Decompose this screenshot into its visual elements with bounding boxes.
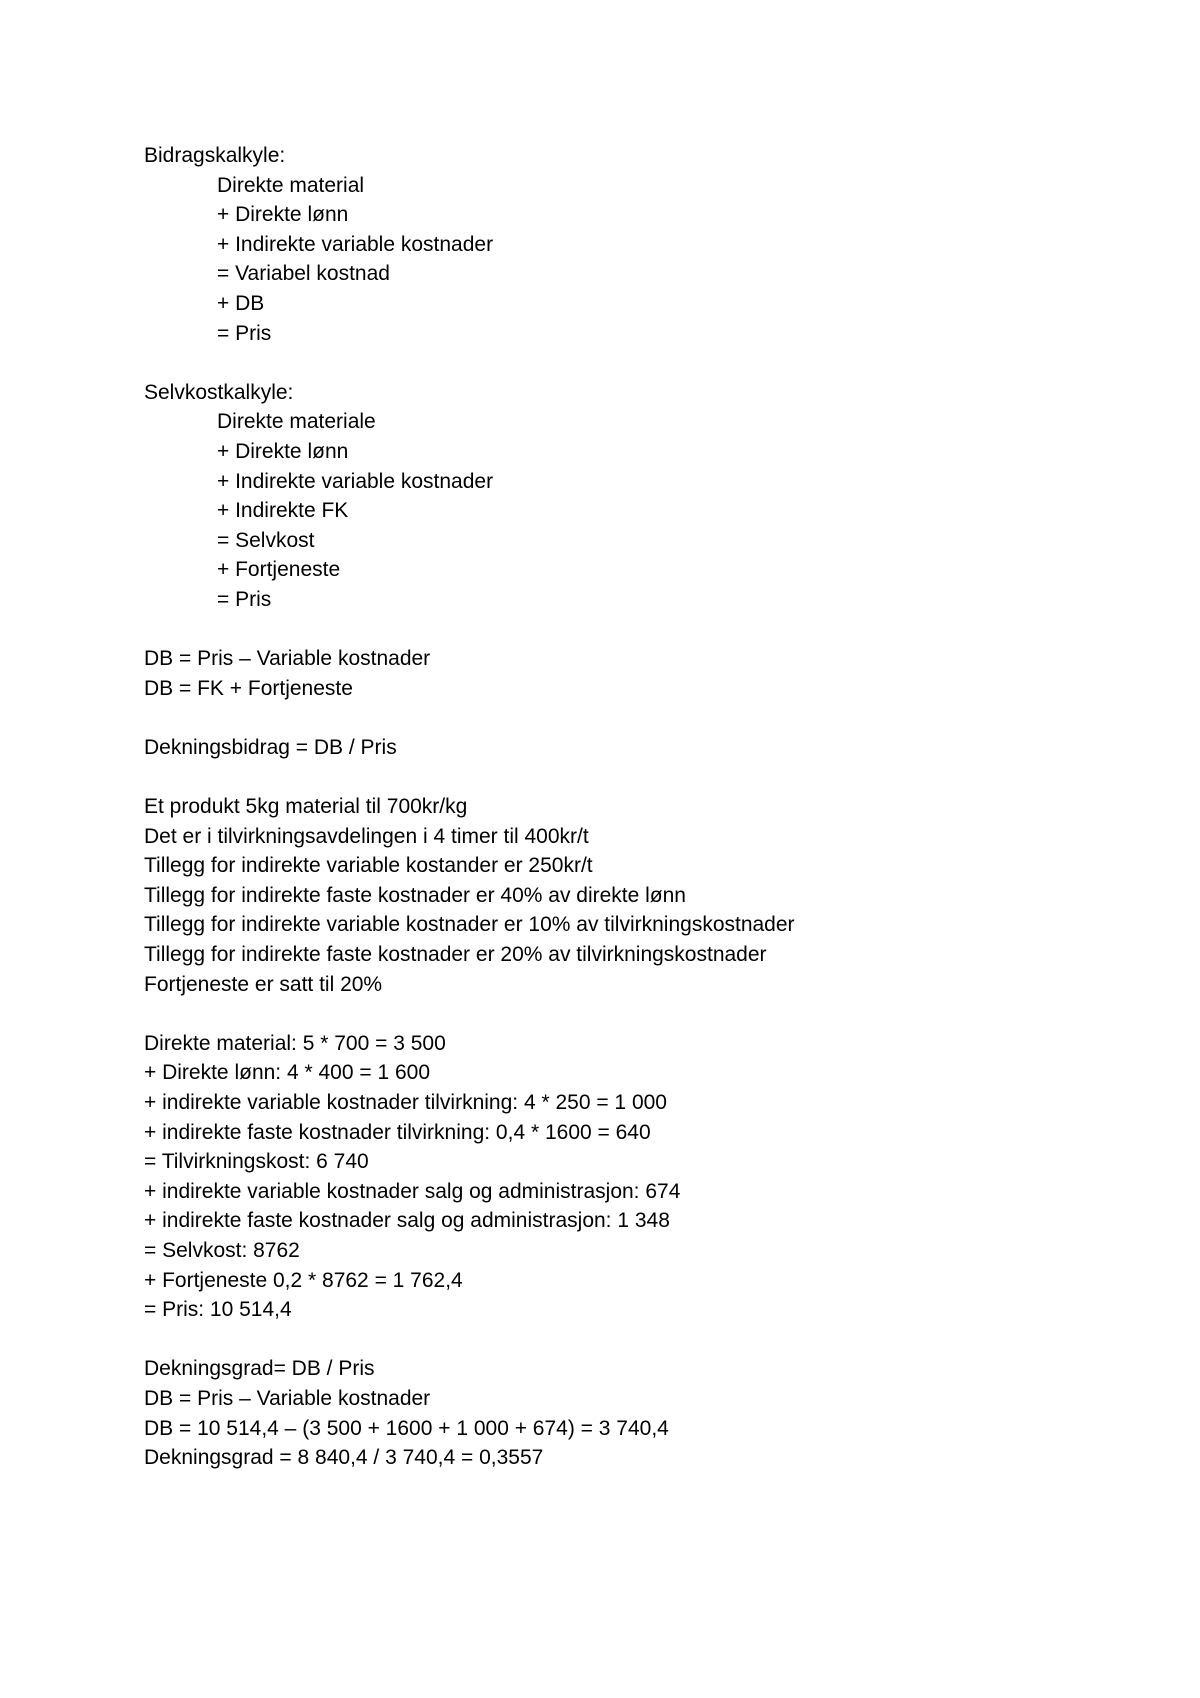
calculation-line: + indirekte variable kostnader tilvirkning: 4 * 250 = 1 000 bbox=[144, 1091, 667, 1114]
db-formula-line: DB = FK + Fortjeneste bbox=[144, 676, 353, 700]
calculation-section bbox=[144, 1029, 1144, 1325]
dekningsgrad-section bbox=[144, 1354, 1144, 1472]
dekningsbidrag-formula: Dekningsbidrag = DB / Pris bbox=[144, 735, 397, 759]
selvkostkalkyle-line: + Fortjeneste bbox=[217, 558, 341, 582]
bidragskalkyle-line: + Direkte lønn bbox=[217, 203, 349, 227]
selvkostkalkyle-line: + Indirekte FK bbox=[217, 499, 349, 523]
calculation-line: = Tilvirkningskost: 6 740 bbox=[144, 1150, 369, 1174]
selvkostkalkyle-section bbox=[144, 378, 1144, 615]
example-line: Tillegg for indirekte variable kostander er 250kr/t bbox=[144, 854, 593, 878]
selvkostkalkyle-line: Direkte materiale bbox=[217, 410, 376, 434]
db-formulas-section bbox=[144, 644, 1144, 703]
bidragskalkyle-line: Direkte material bbox=[217, 173, 365, 197]
selvkostkalkyle-line: + Indirekte variable kostnader bbox=[217, 469, 494, 493]
bidragskalkyle-line: = Pris bbox=[217, 321, 272, 345]
selvkostkalkyle-line: = Selvkost bbox=[217, 528, 315, 552]
calculation-line: + indirekte faste kostnader salg og administrasjon: 1 348 bbox=[144, 1209, 670, 1233]
bidragskalkyle-line: = Variabel kostnad bbox=[217, 262, 390, 286]
bidragskalkyle-line: + DB bbox=[217, 291, 265, 315]
example-line: Et produkt 5kg material til 700kr/kg bbox=[144, 795, 468, 819]
dekningsgrad-line: Dekningsgrad = 8 840,4 / 3 740,4 = 0,3557 bbox=[144, 1446, 544, 1470]
calculation-line: + indirekte variable kostnader salg og administrasjon: 674 bbox=[144, 1179, 681, 1203]
example-line: Tillegg for indirekte variable kostnader er 10% av tilvirkningskostnader bbox=[144, 913, 795, 937]
bidragskalkyle-title: Bidragskalkyle: bbox=[144, 144, 286, 167]
dekningsgrad-line: DB = Pris – Variable kostnader bbox=[144, 1386, 431, 1410]
example-line: Tillegg for indirekte faste kostnader er 40% av direkte lønn bbox=[144, 883, 686, 907]
selvkostkalkyle-line: + Direkte lønn bbox=[217, 439, 349, 463]
db-formula-line: DB = Pris – Variable kostnader bbox=[144, 647, 431, 671]
example-line: Fortjeneste er satt til 20% bbox=[144, 972, 383, 996]
dekningsgrad-line: Dekningsgrad= DB / Pris bbox=[144, 1357, 375, 1381]
calculation-line: + Fortjeneste 0,2 * 8762 = 1 762,4 bbox=[144, 1268, 463, 1292]
calculation-line: = Pris: 10 514,4 bbox=[144, 1298, 292, 1322]
calculation-line: Direkte material: 5 * 700 = 3 500 bbox=[144, 1031, 446, 1055]
example-line: Det er i tilvirkningsavdelingen i 4 timer til 400kr/t bbox=[144, 824, 589, 848]
example-line: Tillegg for indirekte faste kostnader er 20% av tilvirkningskostnader bbox=[144, 943, 767, 967]
calculation-line: = Selvkost: 8762 bbox=[144, 1238, 300, 1262]
calculation-line: + indirekte faste kostnader tilvirkning: 0,4 * 1600 = 640 bbox=[144, 1120, 651, 1144]
selvkostkalkyle-line: = Pris bbox=[217, 587, 272, 611]
calculation-line: + Direkte lønn: 4 * 400 = 1 600 bbox=[144, 1061, 431, 1085]
dekningsbidrag-section bbox=[144, 733, 1144, 763]
selvkostkalkyle-title: Selvkostkalkyle: bbox=[144, 380, 294, 404]
example-section bbox=[144, 792, 1144, 999]
document-page bbox=[144, 141, 1144, 1502]
dekningsgrad-line: DB = 10 514,4 – (3 500 + 1600 + 1 000 + 674) = 3 740,4 bbox=[144, 1416, 669, 1440]
bidragskalkyle-section bbox=[144, 141, 1144, 348]
bidragskalkyle-line: + Indirekte variable kostnader bbox=[217, 232, 494, 256]
